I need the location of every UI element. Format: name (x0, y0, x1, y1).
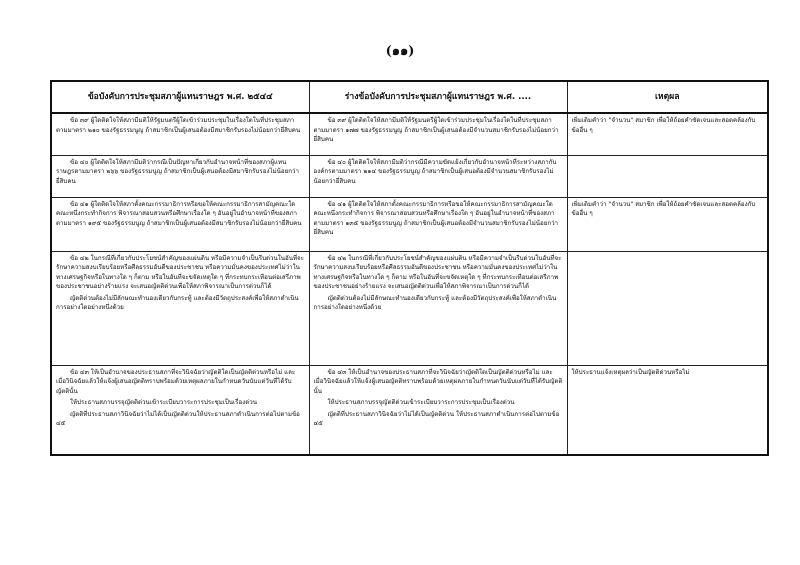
cell-reason (567, 197, 768, 251)
table-row (51, 365, 768, 455)
paragraph: ข้อ ๔๓ ให้เป็นอำนาจของประธานสภาที่จะวินิจฉัยว่าญัตติใดเป็นญัตติด่วนหรือไม่ และเมื่อวินิจฉัยแล้วให้แจ้งผู้เสนอญัตติทราบพร้อมด้วยเหตุผลภายในกำหนดวันนับแต่วันที่ได้รับญัตตินั้น (56, 368, 296, 395)
table-row (51, 251, 768, 365)
paragraph: ญัตติด่วนต้องไม่มีลักษณะทำนองเดียวกับกระทู้ และต้องมีวัตถุประสงค์เพื่อให้สภาดำเนินการอย่างใดอย่างหนึ่งด้วย (313, 294, 557, 312)
paragraph: ญัตติที่ประธานสภาวินิจฉัยว่าไม่ได้เป็นญัตติด่วนให้ประธานสภาดำเนินการต่อไปตามข้อ ๔๕ (56, 410, 300, 428)
paragraph: ข้อ ๔๒ ในกรณีที่เกี่ยวกับประโยชน์สำคัญของแผ่นดิน หรือมีความจำเป็นรีบด่วนในอันที่จะรักษาความสงบเรียบร้อยหรือศีลธรรมอันดีของประชาชน หรือความมั่นคงของประเทศไม่ว่าในทางเศรษฐกิจหรือในทางใด ๆ ก็ตาม หรือในอันที่จะขจัดเหตุใด ๆ ที่กระทบกระเทือนต่อเสรีภาพของประชาชนอย่างร้ายแรง จะเสนอญัตติด่วนเพื่อให้สภาพิจารณาเป็นการด่วนก็ได้ (313, 254, 562, 291)
cell-current-regulation (51, 113, 309, 155)
table-header-row (51, 81, 768, 113)
cell-draft-regulation (309, 197, 567, 251)
cell-draft-regulation (309, 113, 567, 155)
cell-draft-regulation (309, 251, 567, 365)
table-row (51, 155, 768, 197)
cell-current-regulation (51, 197, 309, 251)
paragraph: ข้อ ๓๙ ผู้ใดติดใจให้สภามีมติให้รัฐมนตรีผู้ใดเข้าร่วมประชุมในเรื่องใดในที่ประชุมสภาตามมาตรา ๑๗๗ ของรัฐธรรมนูญ ถ้าสมาชิกเป็นผู้เสนอต้องมีจำนวนสมาชิกรับรองไม่น้อยกว่ายี่สิบคน (313, 117, 559, 144)
paragraph: ข้อ ๔๒ ในกรณีที่เกี่ยวกับประโยชน์สำคัญของแผ่นดิน หรือมีความจำเป็นรีบด่วนในอันที่จะรักษาความสงบเรียบร้อยหรือศีลธรรมอันดีของประชาชน หรือความมั่นคงของประเทศไม่ว่าในทางเศรษฐกิจหรือในทางใด ๆ ก็ตาม หรือในอันที่จะขจัดเหตุใด ๆ ที่กระทบกระเทือนต่อเสรีภาพของประชาชนอย่างร้ายแรง จะเสนอญัตติด่วนเพื่อให้สภาพิจารณาเป็นการด่วนก็ได้ (56, 254, 304, 291)
paragraph: ข้อ ๔๐ ผู้ใดติดใจให้สภามีมติว่ากรณีเป็นปัญหาเกี่ยวกับอำนาจหน้าที่ของสภาผู้แทนราษฎรตามมาตรา ๒๖๖ ของรัฐธรรมนูญ ถ้าสมาชิกเป็นผู้เสนอต้องมีสมาชิกรับรองไม่น้อยกว่ายี่สิบคน (56, 158, 299, 185)
paragraph: ข้อ ๔๓ ให้เป็นอำนาจของประธานสภาที่จะวินิจฉัยว่าญัตติใดเป็นญัตติด่วนหรือไม่ และเมื่อวินิจฉัยแล้วให้แจ้งผู้เสนอญัตติทราบพร้อมด้วยเหตุผลภายในกำหนดวันนับแต่วันที่ได้รับญัตตินั้น (313, 368, 563, 395)
table-row (51, 197, 768, 251)
header-current-regulation: ข้อบังคับการประชุมสภาผู้แทนราษฎร พ.ศ. ๒๕๔๔ (51, 81, 309, 113)
cell-current-regulation (51, 365, 309, 455)
paragraph: เพิ่มเติมคำว่า "จำนวน" สมาชิก เพื่อให้ถ้อยคำชัดเจนและสอดคล้องกับข้ออื่น ๆ (571, 117, 756, 134)
paragraph: ญัตติที่ประธานสภาวินิจฉัยว่าไม่ได้เป็นญัตติด่วน ให้ประธานสภาดำเนินการต่อไปตามข้อ ๔๕ (313, 410, 560, 428)
paragraph: ให้ประธานแจ้งเหตุผลว่าเป็นญัตติด่วนหรือไม่ (571, 368, 690, 376)
paragraph: ข้อ ๔๐ ผู้ใดติดใจให้สภามีมติว่ากรณีมีความขัดแย้งเกี่ยวกับอำนาจหน้าที่ระหว่างสภากับองค์กรตามมาตรา ๒๑๔ ของรัฐธรรมนูญ ถ้าสมาชิกเป็นผู้เสนอต้องมีจำนวนสมาชิกรับรองไม่น้อยกว่ายี่สิบคน (313, 158, 557, 185)
cell-draft-regulation (309, 365, 567, 455)
paragraph: ข้อ ๔๑ ผู้ใดติดใจให้สภาตั้งคณะกรรมาธิการหรือขอให้คณะกรรมาธิการสามัญคณะใดคณะหนึ่งกระทำกิจการ พิจารณาสอบสวนหรือศึกษาเรื่องใด ๆ อันอยู่ในอำนาจหน้าที่ของสภาตามมาตรา ๑๙๕ ของรัฐธรรมนูญ ถ้าสมาชิกเป็นผู้เสนอต้องมีสมาชิกรับรองไม่น้อยกว่ายี่สิบคน (56, 200, 302, 227)
table-row (51, 113, 768, 155)
header-draft-regulation: ร่างข้อบังคับการประชุมสภาผู้แทนราษฎร พ.ศ. .... (309, 81, 567, 113)
paragraph: ข้อ ๔๑ ผู้ใดติดใจให้สภาตั้งคณะกรรมาธิการหรือขอให้คณะกรรมาธิการสามัญคณะใดคณะหนึ่งกระทำกิจการ พิจารณาสอบสวนหรือศึกษาเรื่องใด ๆ อันอยู่ในอำนาจหน้าที่ของสภาตามมาตรา ๑๓๕ ของรัฐธรรมนูญ ถ้าสมาชิกเป็นผู้เสนอต้องมีจำนวนสมาชิกรับรองไม่น้อยกว่ายี่สิบคน (313, 200, 559, 237)
comparison-table (50, 80, 769, 456)
cell-draft-regulation (309, 155, 567, 197)
paragraph: เพิ่มเติมคำว่า "จำนวน" สมาชิก เพื่อให้ถ้อยคำชัดเจนและสอดคล้องกับข้ออื่น ๆ (571, 200, 756, 218)
cell-reason (567, 113, 768, 155)
cell-current-regulation (51, 251, 309, 365)
header-reason: เหตุผล (567, 81, 768, 113)
paragraph: ให้ประธานสภาบรรจุญัตติด่วนเข้าระเบียบวาระการประชุมเป็นเรื่องด่วน (70, 399, 257, 407)
cell-reason (567, 251, 768, 365)
cell-reason (567, 155, 768, 197)
cell-reason (567, 365, 768, 455)
page-number: (๑๑) (385, 44, 415, 59)
paragraph: ญัตติด่วนต้องไม่มีลักษณะทำนองเดียวกับกระทู้ และต้องมีวัตถุประสงค์เพื่อให้สภาดำเนินการอย่างใดอย่างหนึ่งด้วย (56, 294, 299, 312)
cell-current-regulation (51, 155, 309, 197)
paragraph: ข้อ ๓๙ ผู้ใดติดใจให้สภามีมติให้รัฐมนตรีผู้ใดเข้าร่วมประชุมในเรื่องใดในที่ประชุมสภาตามมาตรา ๒๑๐ ของรัฐธรรมนูญ ถ้าสมาชิกเป็นผู้เสนอต้องมีสมาชิกรับรองไม่น้อยกว่ายี่สิบคน (56, 117, 301, 134)
paragraph: ให้ประธานสภาบรรจุญัตติด่วนเข้าระเบียบวาระการประชุมเป็นเรื่องด่วน (327, 399, 515, 407)
